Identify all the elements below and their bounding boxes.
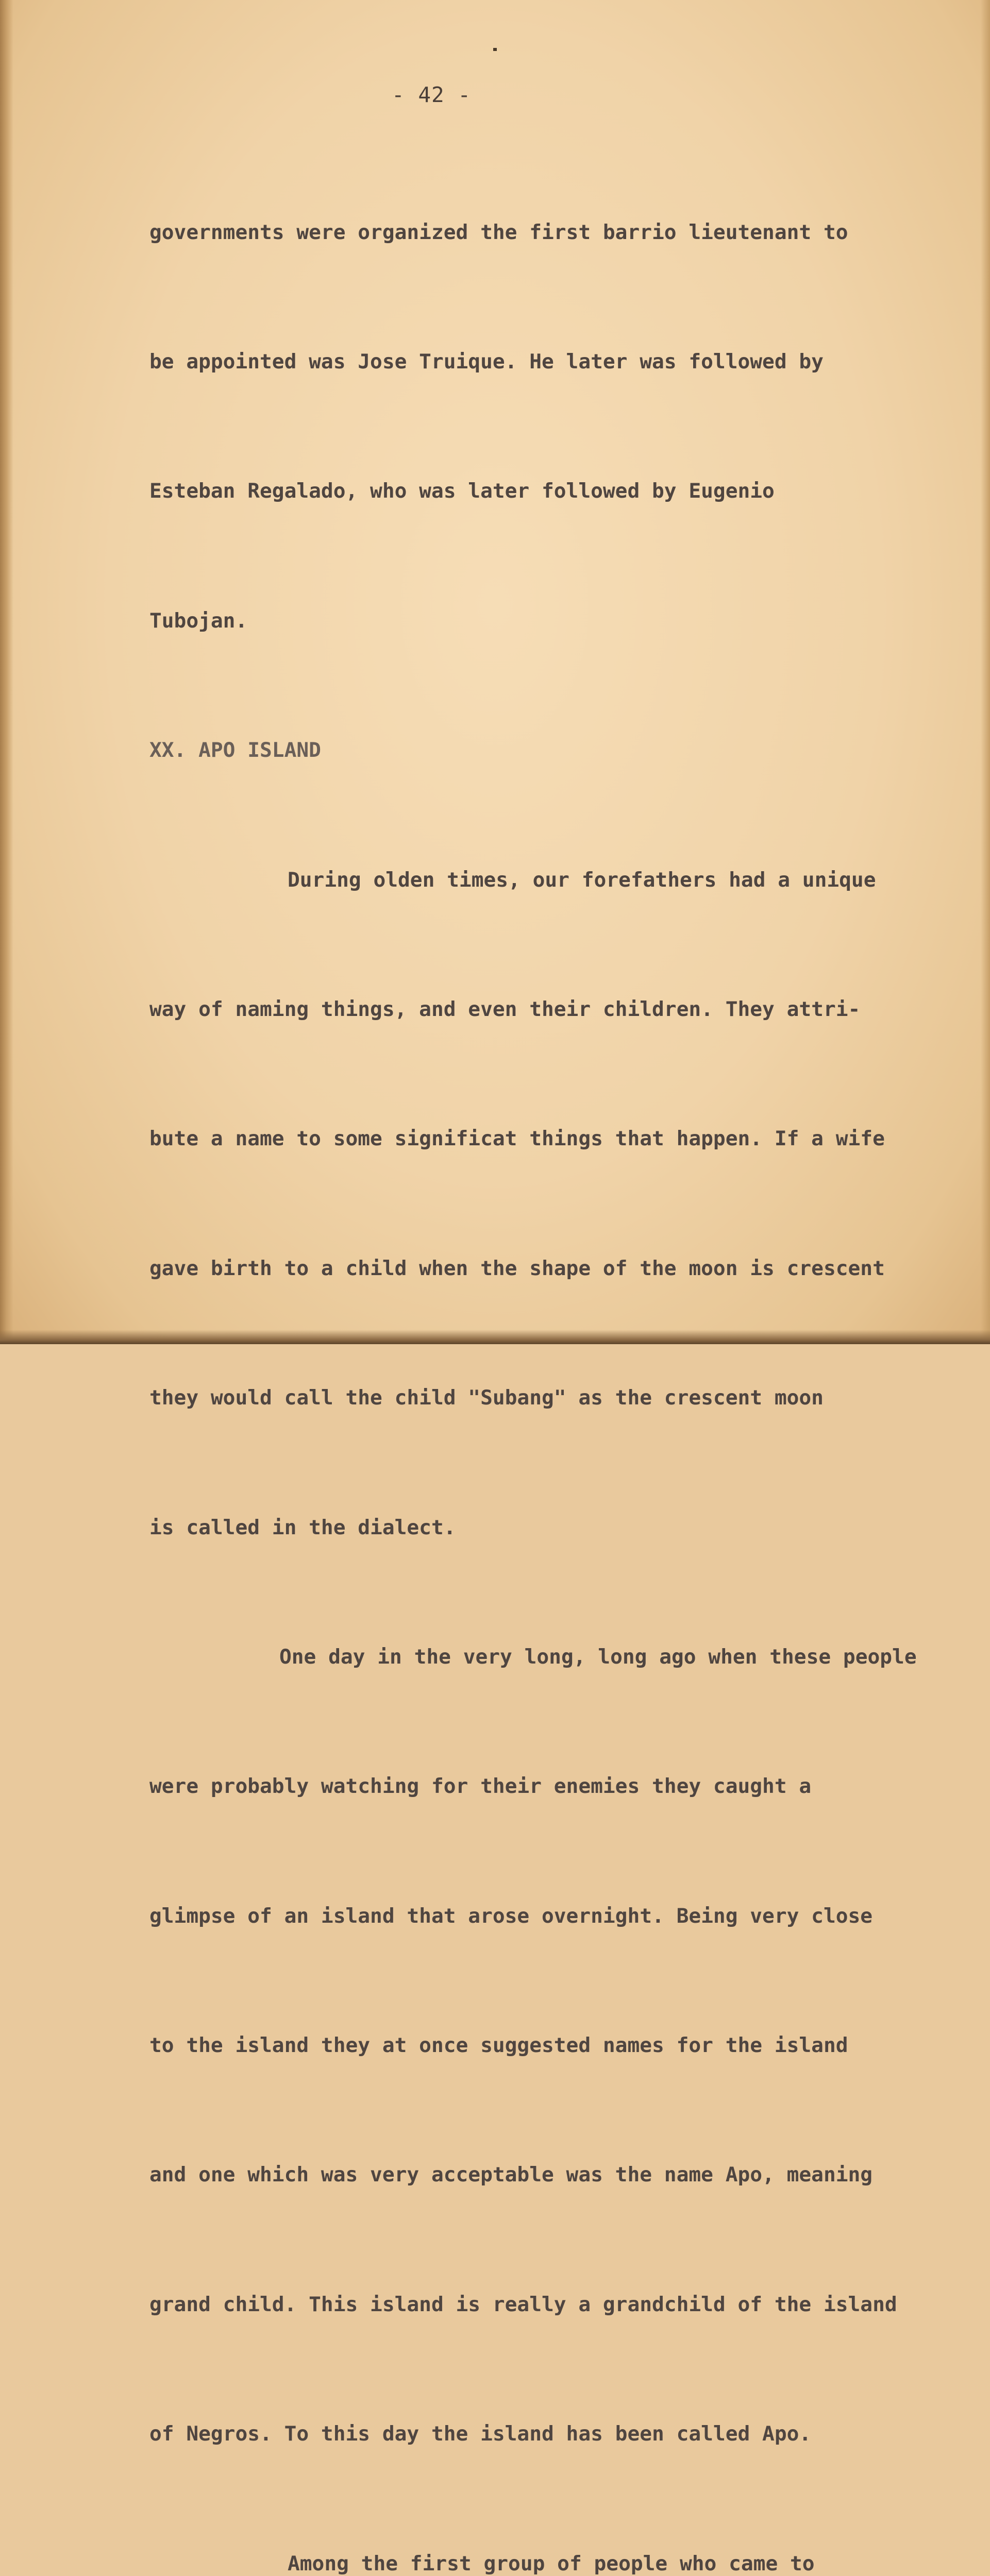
text-line-18: of Negros. To this day the island has been called Apo.: [149, 2422, 812, 2446]
text-line-11: is called in the dialect.: [149, 1515, 456, 1539]
text-line-13: were probably watching for their enemies they caught a: [149, 1774, 812, 1799]
text-line-10: they would call the child "Subang" as the crescent moon: [149, 1386, 824, 1410]
text-line-12: One day in the very long, long ago when these people: [279, 1645, 917, 1669]
text-line-2: be appointed was Jose Truique. He later was followed by: [149, 349, 824, 374]
text-line-3: Esteban Regalado, who was later followed by Eugenio: [149, 479, 775, 503]
section-heading: XX. APO ISLAND: [149, 738, 321, 762]
body-text: [149, 125, 974, 2576]
text-line-4: Tubojan.: [149, 608, 248, 633]
text-line-9: gave birth to a child when the shape of the moon is crescent: [149, 1256, 885, 1280]
dust-speck: [493, 48, 497, 51]
text-line-8: bute a name to some significat things that happen. If a wife: [149, 1127, 885, 1151]
text-line-15: to the island they at once suggested names for the island: [149, 2033, 848, 2058]
page-left-edge-shadow: [0, 0, 13, 1344]
text-line-14: glimpse of an island that arose overnight. Being very close: [149, 1904, 873, 1928]
text-line-7: way of naming things, and even their children. They attri-: [149, 997, 861, 1021]
text-line-1: governments were organized the first barrio lieutenant to: [149, 220, 848, 244]
page-right-edge-shadow: [981, 0, 990, 1344]
page-number: - 42 -: [392, 82, 472, 107]
text-line-19: Among the first group of people who came to: [288, 2551, 815, 2575]
text-line-17: grand child. This island is really a grandchild of the island: [149, 2292, 897, 2316]
text-line-16: and one which was very acceptable was the name Apo, meaning: [149, 2163, 873, 2187]
text-line-6: During olden times, our forefathers had a unique: [288, 868, 876, 892]
